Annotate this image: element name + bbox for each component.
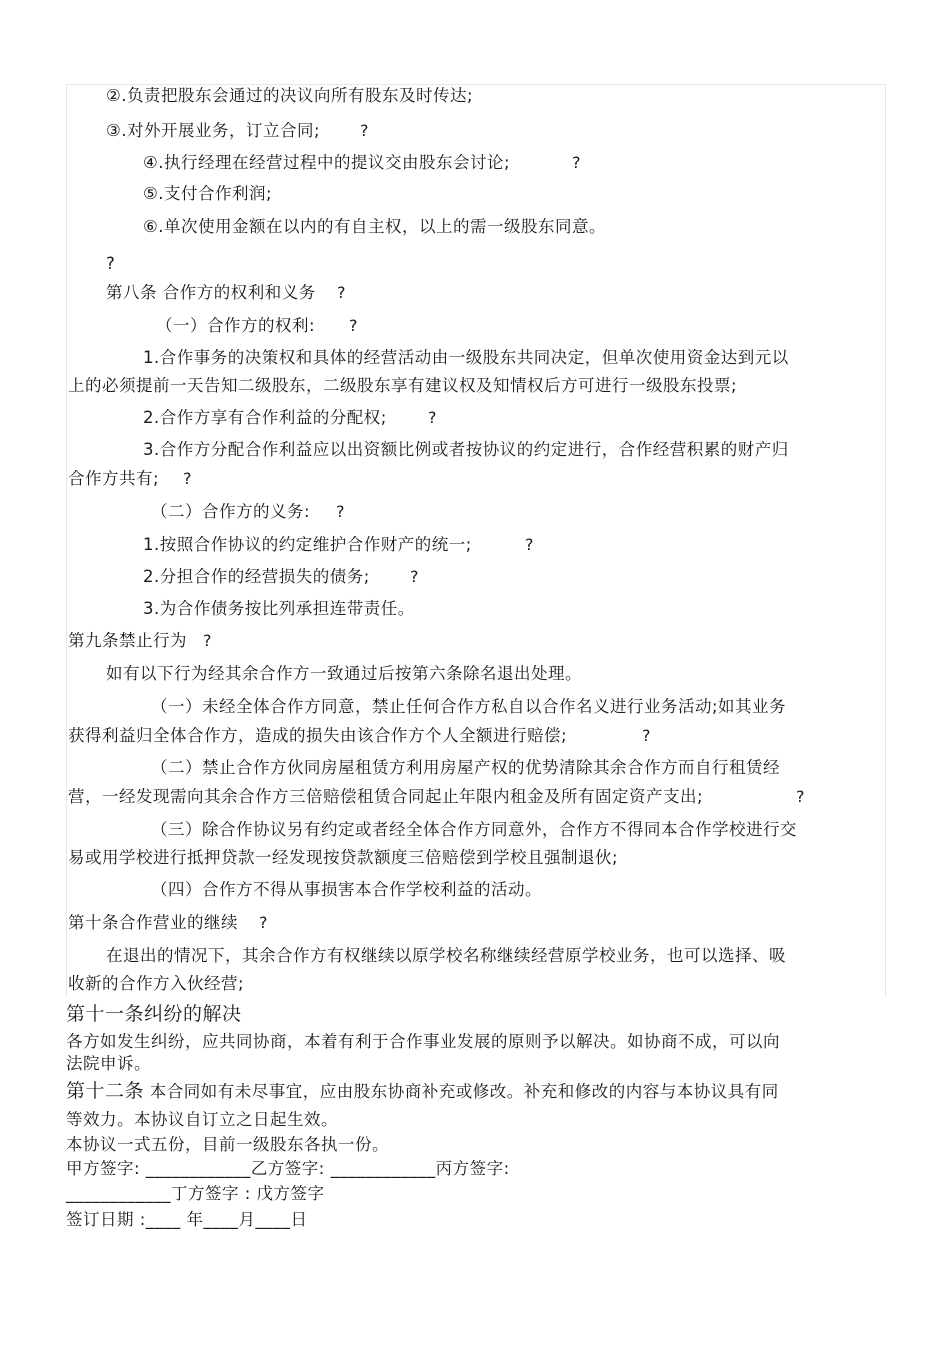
- duties-item-1: 1.按照合作协议的约定维护合作财产的统一;: [143, 535, 472, 554]
- rights-item-3-cont: 合作方共有;: [68, 469, 160, 488]
- signature-line-2: ____________丁方签字 : 戊方签字: [66, 1184, 325, 1203]
- rights-heading: （一）合作方的权利:: [156, 316, 316, 335]
- placeholder-mark: ?: [428, 408, 437, 427]
- placeholder-mark: ?: [525, 535, 534, 554]
- placeholder-mark: ?: [360, 121, 369, 140]
- placeholder-mark: ?: [337, 283, 346, 302]
- article-12-heading: 第十二条: [66, 1080, 145, 1102]
- duties-item-2: 2.分担合作的经营损失的债务;: [143, 567, 370, 586]
- placeholder-mark: ?: [183, 469, 192, 488]
- prohibition-4: （四）合作方不得从事损害本合作学校利益的活动。: [151, 880, 542, 899]
- placeholder-mark: ?: [349, 316, 358, 335]
- signature-line-1: 甲方签字: ____________乙方签字: ____________丙方签字:: [66, 1159, 510, 1178]
- article-10-heading: 第十条合作营业的继续: [68, 913, 238, 932]
- clause-item-3: ③.对外开展业务，订立合同;: [106, 121, 321, 140]
- placeholder-mark: ?: [106, 254, 116, 273]
- rights-item-3: 3.合作方分配合作利益应以出资额比例或者按协议的约定进行，合作经营积累的财产归: [143, 440, 789, 459]
- placeholder-mark: ?: [336, 502, 345, 521]
- prohibition-3-cont: 易或用学校进行抵押贷款一经发现按贷款额度三倍赔偿到学校且强制退伙;: [68, 848, 619, 867]
- prohibition-1-cont: 获得利益归全体合作方，造成的损失由该合作方个人全额进行赔偿;: [68, 726, 568, 745]
- placeholder-mark: ?: [410, 567, 419, 586]
- rights-item-2: 2.合作方享有合作利益的分配权;: [143, 408, 387, 427]
- placeholder-mark: ?: [642, 726, 651, 745]
- placeholder-mark: ?: [796, 787, 805, 806]
- prohibition-2: （二）禁止合作方伙同房屋租赁方利用房屋产权的优势清除其余合作方而自行租赁经: [151, 758, 780, 777]
- duties-item-3: 3.为合作债务按比列承担连带责任。: [143, 599, 415, 618]
- placeholder-mark: ?: [203, 631, 212, 650]
- article-9-intro: 如有以下行为经其余合作方一致通过后按第六条除名退出处理。: [106, 664, 582, 683]
- rights-item-1: 1.合作事务的决策权和具体的经营活动由一级股东共同决定，但单次使用资金达到元以: [143, 348, 789, 367]
- article-8-heading: 第八条 合作方的权利和义务: [106, 283, 316, 302]
- clause-item-5: ⑤.支付合作利润;: [143, 184, 273, 203]
- article-12-body-cont: 等效力。本协议自订立之日起生效。: [66, 1110, 338, 1129]
- copies-statement: 本协议一式五份，目前一级股东各执一份。: [66, 1135, 389, 1154]
- clause-item-4: ④.执行经理在经营过程中的提议交由股东会讨论;: [143, 153, 511, 172]
- prohibition-3: （三）除合作协议另有约定或者经全体合作方同意外，合作方不得同本合作学校进行交: [151, 820, 797, 839]
- article-12-body: 本合同如有未尽事宜，应由股东协商补充或修改。补充和修改的内容与本协议具有同: [144, 1082, 779, 1101]
- article-10-body-cont: 收新的合作方入伙经营;: [68, 974, 245, 993]
- clause-item-2: ②.负责把股东会通过的决议向所有股东及时传达;: [106, 86, 474, 105]
- prohibition-2-cont: 营，一经发现需向其余合作方三倍赔偿租赁合同起止年限内租金及所有固定资产支出;: [68, 787, 704, 806]
- clause-item-6: ⑥.单次使用金额在以内的有自主权，以上的需一级股东同意。: [143, 217, 607, 236]
- article-11-heading: 第十一条纠纷的解决: [66, 1003, 242, 1025]
- article-10-body: 在退出的情况下，其余合作方有权继续以原学校名称继续经营原学校业务，也可以选择、吸: [106, 946, 786, 965]
- article-11-body: 各方如发生纠纷，应共同协商，本着有利于合作事业发展的原则予以解决。如协商不成，可以向: [66, 1032, 780, 1051]
- article-11-body-cont: 法院申诉。: [66, 1054, 151, 1073]
- article-9-heading: 第九条禁止行为: [68, 631, 187, 650]
- article-12-line: [66, 1081, 779, 1102]
- prohibition-1: （一）未经全体合作方同意，禁止任何合作方私自以合作名义进行业务活动;如其业务: [151, 697, 787, 716]
- duties-heading: （二）合作方的义务:: [151, 502, 311, 521]
- rights-item-1-cont: 上的必须提前一天告知二级股东，二级股东享有建议权及知情权后方可进行一级股东投票;: [68, 376, 738, 395]
- placeholder-mark: ?: [572, 153, 581, 172]
- placeholder-mark: ?: [259, 913, 268, 932]
- signing-date: 签订日期 :____ 年____月____日: [66, 1210, 308, 1229]
